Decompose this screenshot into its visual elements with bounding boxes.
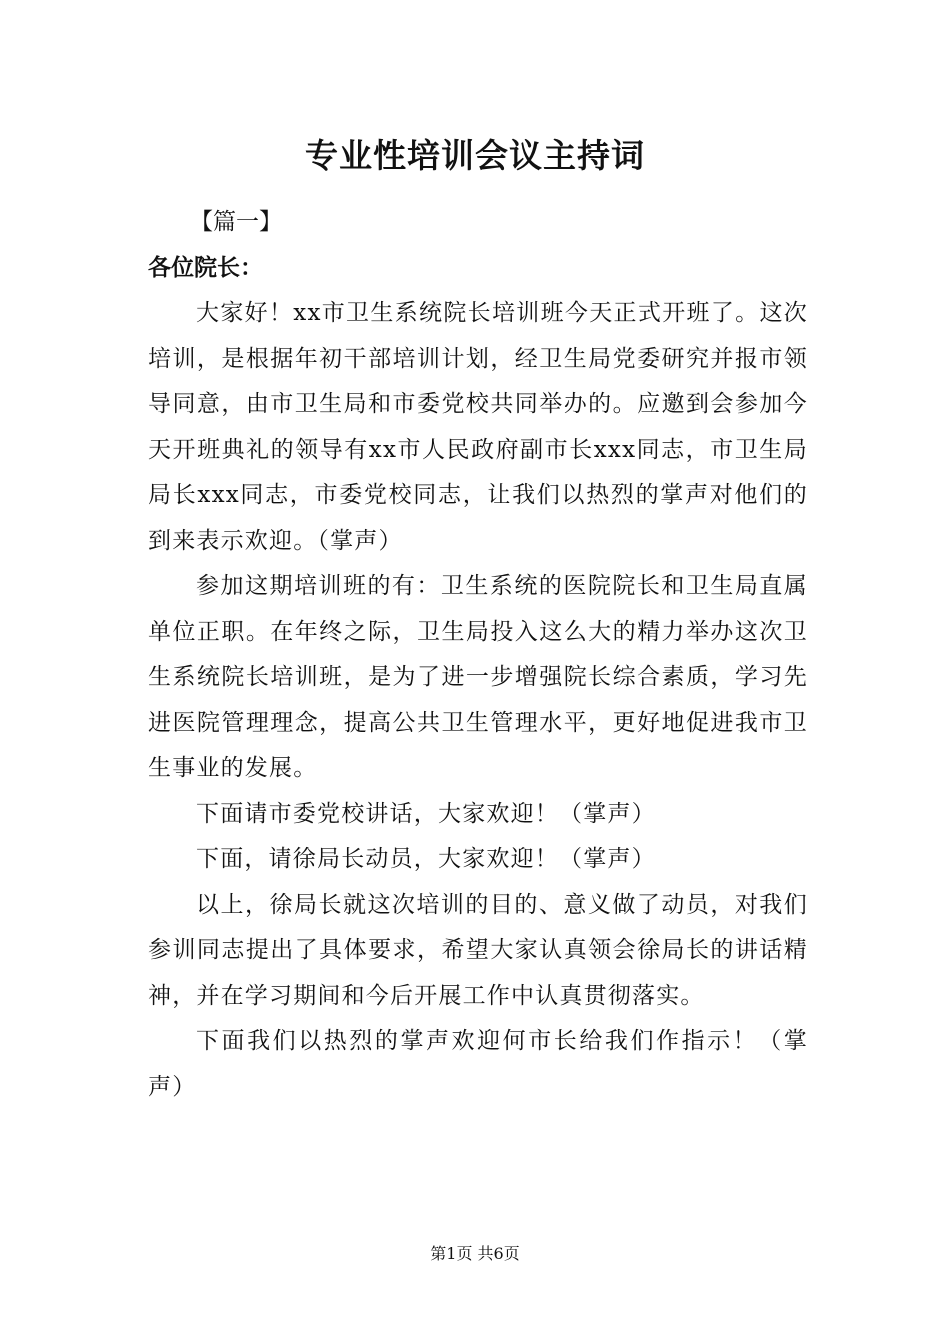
paragraph: 下面请市委党校讲话，大家欢迎！（掌声） [196, 800, 656, 827]
paragraph: 下面，请徐局长动员，大家欢迎！（掌声） [196, 846, 656, 872]
page-footer: 第1页 共6页 [430, 1244, 520, 1263]
document-body [148, 291, 808, 1110]
section-label: 【篇一】 [190, 209, 282, 235]
paragraph: 参加这期培训班的有：卫生系统的医院院长和卫生局直属单位正职。在年终之际，卫生局投入这么大的精力举办这次卫生系统院长培训班，是为了进一步增强院长综合素质，学习先进医院管理理念，提高公共卫生管理水平，更好地促进我市卫生事业的发展。 [148, 573, 808, 781]
paragraph: 以上，徐局长就这次培训的目的、意义做了动员，对我们参训同志提出了具体要求，希望大家认真领会徐局长的讲话精神，并在学习期间和今后开展工作中认真贯彻落实。 [148, 891, 808, 1009]
document-title: 专业性培训会议主持词 [305, 136, 645, 175]
salutation: 各位院长： [148, 254, 263, 281]
paragraph: 下面我们以热烈的掌声欢迎何市长给我们作指示！（掌声） [148, 1028, 808, 1100]
paragraph: 大家好！xx市卫生系统院长培训班今天正式开班了。这次培训，是根据年初干部培训计划，经卫生局党委研究并报市领导同意，由市卫生局和市委党校共同举办的。应邀到会参加今天开班典礼的领导有xx市人民政府副市长xxx同志，市卫生局局长xxx同志，市委党校同志，让我们以热烈的掌声对他们的到来表示欢迎。（掌声） [148, 300, 808, 554]
